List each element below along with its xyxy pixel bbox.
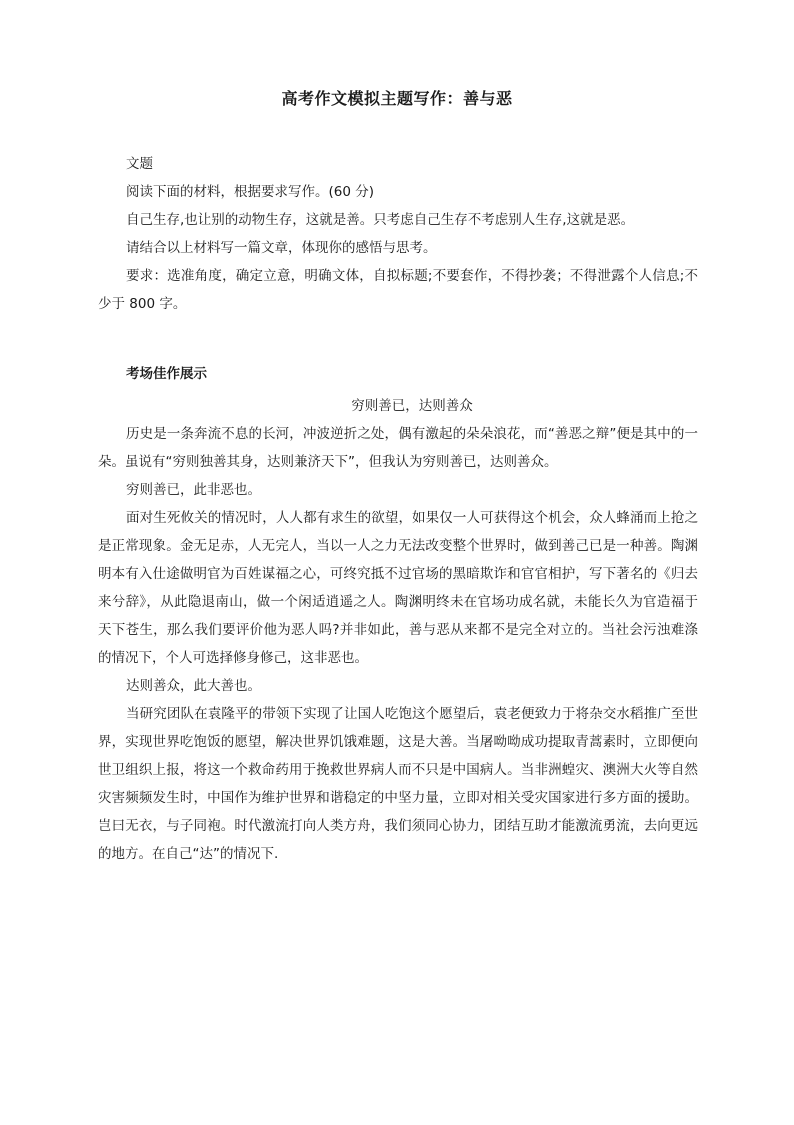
prompt-requirements: 要求：选准角度，确定立意，明确文体，自拟标题;不要套作，不得抄袭；不得泄露个人信息;不少于 800 字。 <box>98 268 698 312</box>
essay-paragraph: 面对生死攸关的情况时，人人都有求生的欲望，如果仅一人可获得这个机会，众人蜂涌而上抢之是正常现象。金无足赤，人无完人，当以一人之力无法改变整个世界时，做到善己已是一种善。陶渊明本有入仕途做明官为百姓谋福之心，可终究抵不过官场的黑暗欺诈和官官相护，写下著名的《归去来兮辞》，从此隐退南山，做一个闲适逍遥之人。陶渊明终未在官场功成名就，未能长久为官造福于天下苍生，那么我们要评价他为恶人吗?并非如此，善与恶从来都不是完全对立的。当社会污浊难涤的情况下，个人可选择修身修己，这非恶也。 <box>98 510 698 666</box>
document-title: 高考作文模拟主题写作：善与恶 <box>281 89 513 108</box>
essay-paragraph: 当研究团队在袁隆平的带领下实现了让国人吃饱这个愿望后，袁老便致力于将杂交水稻推广至世界，实现世界吃饱饭的愿望，解决世界饥饿难题，这是大善。当屠呦呦成功提取青蒿素时，立即便向世卫组织上报，将这一个救命药用于挽救世界病人而不只是中国病人。当非洲蝗灾、澳洲大火等自然灾害频频发生时，中国作为维护世界和谐稳定的中坚力量，立即对相关受灾国家进行多方面的援助。岂曰无衣，与子同袍。时代激流打向人类方舟，我们须同心协力，团结互助才能激流勇流，去向更远的地方。在自己“达”的情况下. <box>98 706 698 862</box>
prompt-heading: 文题 <box>126 156 153 172</box>
prompt-instruction: 阅读下面的材料，根据要求写作。(60 分) <box>126 184 375 200</box>
prompt-task: 请结合以上材料写一篇文章，体现你的感悟与思考。 <box>126 240 437 256</box>
prompt-material: 自己生存,也让别的动物生存，这就是善。只考虑自己生存不考虑别人生存,这就是恶。 <box>126 212 635 228</box>
essay-title: 穷则善已，达则善众 <box>351 398 473 414</box>
document-body <box>98 150 698 868</box>
essay-paragraph: 穷则善已，此非恶也。 <box>126 482 261 498</box>
essay-paragraph: 历史是一条奔流不息的长河，冲波逆折之处，偶有激起的朵朵浪花，而“善恶之辩”便是其中的一朵。虽说有“穷则独善其身，达则兼济天下”，但我认为穷则善已，达则善众。 <box>98 426 698 470</box>
essay-paragraph: 达则善众，此大善也。 <box>126 678 261 694</box>
showcase-heading: 考场佳作展示 <box>126 366 207 382</box>
